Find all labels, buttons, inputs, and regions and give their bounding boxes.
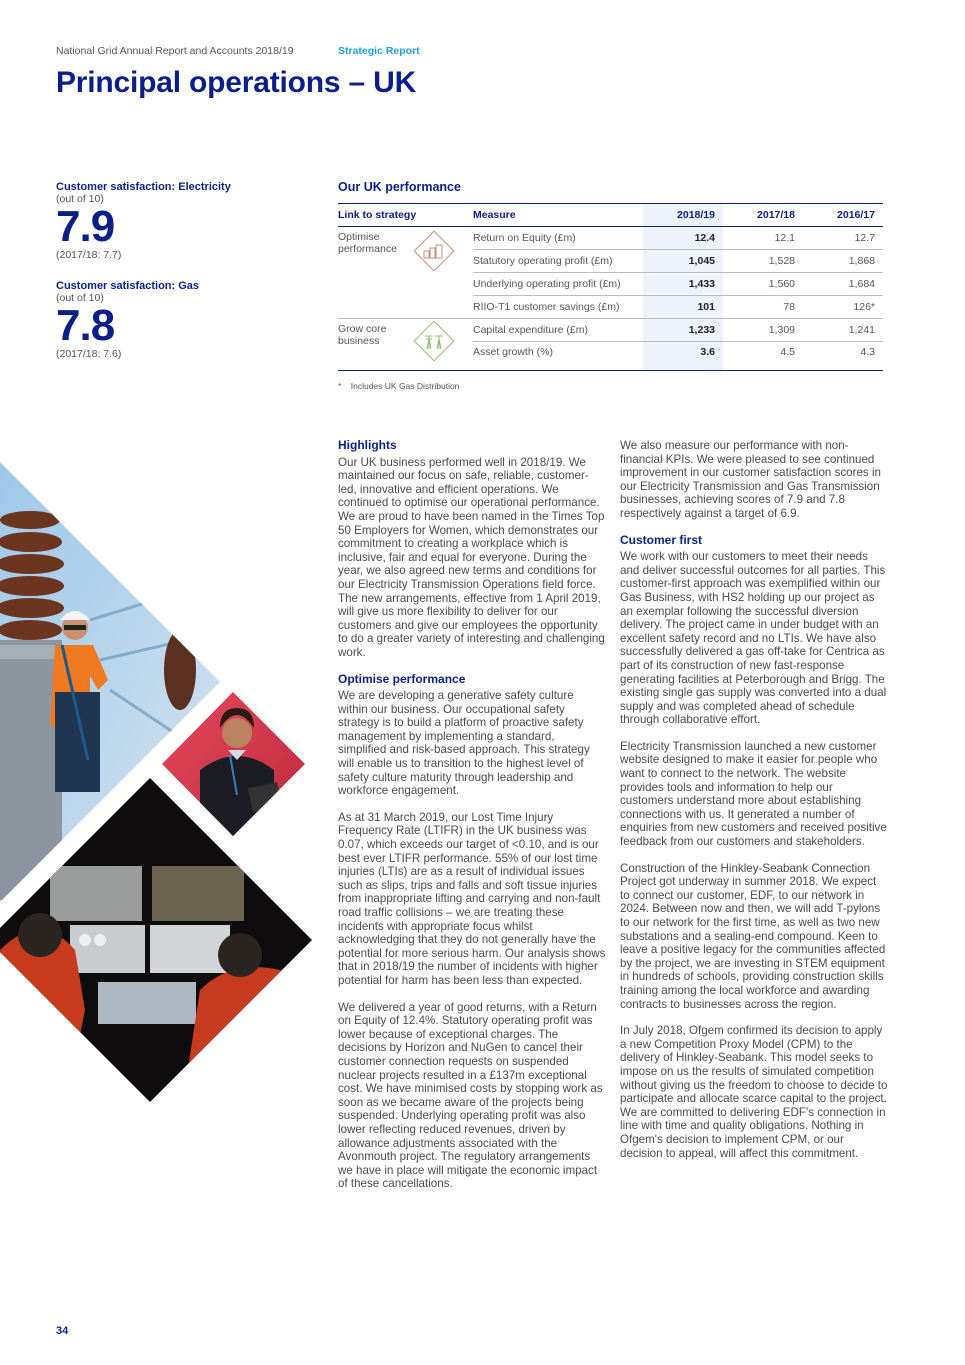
heading-highlights: Highlights: [338, 438, 397, 452]
value-2017-18: 1,560: [723, 273, 803, 296]
measure-cell: Statutory operating profit (£m): [473, 250, 643, 273]
table-row: [338, 227, 883, 250]
col-header: 2017/18: [723, 204, 803, 227]
value-2016-17: 1,684: [803, 273, 883, 296]
kpi-label: Customer satisfaction: Gas: [56, 280, 200, 292]
table-row: [338, 319, 883, 342]
paragraph: We delivered a year of good returns, with a Return on Equity of 12.4%. Statutory operating profit was lower because of exceptional charges. The decisions by Horizon and NuGen to cancel their customer connection requests on suspended nuclear projects resulted in a £137m exceptional cost. We have minimised costs by stopping work as soon as we became aware of the projects being suspended. Underlying operating profit was also lower reflecting reduced revenues, driven by allowance adjustments associated with the Avonmouth project. The regulatory arrangements we have in place will mitigate the economic impact of these cancellations.: [338, 1000, 603, 1191]
value-2017-18: 1,309: [723, 319, 803, 342]
kpi-electricity: [56, 181, 231, 261]
col-header: Measure: [473, 204, 643, 227]
strategy-cell: [338, 319, 473, 371]
body-column-right: [620, 439, 888, 1173]
value-2016-17: 1,868: [803, 250, 883, 273]
page-number: 34: [56, 1325, 69, 1337]
paragraph: We also measure our performance with non-financial KPIs. We were pleased to see continued improvement in our customer satisfaction scores in our Electricity Transmission and Gas Transmission businesses, achieving scores of 7.9 and 7.8 respectively against a target of 6.9.: [620, 439, 881, 520]
table-header-row: [338, 204, 883, 227]
value-2017-18: 12.1: [723, 227, 803, 250]
value-2018-19: 1,233: [643, 319, 723, 342]
value-2016-17: 1,241: [803, 319, 883, 342]
strategy-label: Optimise performance: [338, 231, 397, 255]
kpi-scale: (out of 10): [56, 193, 104, 205]
measure-cell: Asset growth (%): [473, 342, 643, 371]
page-title: Principal operations – UK: [56, 66, 417, 99]
body-column-left: [338, 439, 606, 1204]
section-tag[interactable]: Strategic Report: [338, 45, 420, 57]
paragraph: Electricity Transmission launched a new customer website designed to make it easier for people who want to connect to the network. The website provides tools and information to help our customers understand more about establishing connections with us. It generated a number of enquiries from new customers and received positive feedback from our customers and stakeholders.: [620, 739, 887, 849]
value-2018-19: 3.6: [643, 342, 723, 371]
kpi-label: Customer satisfaction: Electricity: [56, 181, 231, 193]
col-header: Link to strategy: [338, 204, 473, 227]
heading-customer-first: Customer first: [620, 532, 703, 547]
value-2016-17: 126*: [803, 296, 883, 319]
measure-cell: Return on Equity (£m): [473, 227, 643, 250]
pylon-icon: [412, 319, 456, 363]
measure-cell: Capital expenditure (£m): [473, 319, 643, 342]
measure-cell: Underlying operating profit (£m): [473, 273, 643, 296]
photo-collage: [0, 430, 330, 1110]
value-2017-18: 4.5: [723, 342, 803, 371]
kpi-prior: (2017/18: 7.6): [56, 348, 122, 360]
running-head: National Grid Annual Report and Accounts 2018/19: [56, 45, 294, 57]
strategy-label: Grow core business: [338, 323, 387, 347]
heading-optimise-performance: Optimise performance: [338, 671, 466, 686]
value-2017-18: 1,528: [723, 250, 803, 273]
paragraph: In July 2018, Ofgem confirmed its decision to apply a new Competition Proxy Model (CPM) to the delivery of Hinkley-Seabank. This model seeks to impose on us the results of simulated competition without giving us the freedom to choose to decide to participate and allocate scarce capital to the project. We are committed to delivering EDF's connection in line with time and quality obligations. Nothing in Ofgem's decision to implement CPM, or our decision to appeal, will affect this commitment.: [620, 1024, 888, 1160]
kpi-prior: (2017/18: 7.7): [56, 249, 122, 261]
paragraph: We work with our customers to meet their needs and deliver successful outcomes for all parties. This customer-first approach was exemplified within our Gas Business, with HS2 holding up our project as an exemplar following the successful diversion delivery. The project came in under budget with an excellent safety record and no LTIs. We have also successfully delivered a gas off-take for Centrica as part of its construction of new fast-response generating facilities at Peterborough and Brigg. The existing single gas supply was converted into a dual supply and was completed ahead of schedule through collaborative effort.: [620, 550, 887, 727]
strategy-cell: [338, 227, 473, 319]
paragraph: Our UK business performed well in 2018/19. We maintained our focus on safe, reliable, customer-led, innovative and efficient operations. We continued to optimise our operational performance. We are proud to have been named in the Times Top 50 Employers for Women, which demonstrates our commitment to creating a workplace which is inclusive, fair and equal for everyone. During the year, we also agreed new terms and conditions for our Electricity Transmission Operations field force. The new arrangements, effective from 1 April 2019, will give us more flexibility to deliver for our customers and give our employees the opportunity to do a greater variety of interesting and challenging work.: [338, 455, 605, 659]
value-2016-17: 4.3: [803, 342, 883, 371]
performance-table: [338, 203, 883, 371]
kpi-value: 7.9: [56, 202, 115, 251]
value-2018-19: 1,433: [643, 273, 723, 296]
measure-cell: RIIO-T1 customer savings (£m): [473, 296, 643, 319]
table-footnote: * Includes UK Gas Distribution: [338, 381, 460, 391]
kpi-value: 7.8: [56, 301, 115, 350]
kpi-gas: [56, 280, 199, 360]
value-2017-18: 78: [723, 296, 803, 319]
bar-chart-icon: [412, 229, 456, 273]
paragraph: We are developing a generative safety culture within our business. Our occupational safety strategy is to build a platform of proactive safety management by implementing a standard, simplified and risk-based approach. This strategy will enable us to transition to the highest level of safety culture maturity through leadership and workforce engagement.: [338, 689, 590, 798]
col-header: 2018/19: [643, 204, 723, 227]
kpi-scale: (out of 10): [56, 292, 104, 304]
value-2018-19: 12.4: [643, 227, 723, 250]
value-2018-19: 1,045: [643, 250, 723, 273]
paragraph: As at 31 March 2019, our Lost Time Injury Frequency Rate (LTIFR) in the UK business was 0.07, which exceeds our target of <0.10, and is our best ever LTIFR performance. 55% of our lost time injuries (LTIs) are as a result of individual issues such as slips, trips and falls and soft tissue injuries from inappropriate lifting and carrying and non-fault road traffic collisions – we are treating these incidents with appropriate focus whilst acknowledging that they do not generally have the potential for more serious harm. Our analysis shows that in 2018/19 the number of incidents with higher potential for harm has been less than expected.: [338, 810, 606, 987]
col-header: 2016/17: [803, 204, 883, 227]
performance-title: Our UK performance: [338, 180, 461, 194]
value-2016-17: 12.7: [803, 227, 883, 250]
paragraph: Construction of the Hinkley-Seabank Connection Project got underway in summer 2018. We expect to connect our customer, EDF, to our network in 2024. Between now and then, we will add T-pylons to our network for the first time, as well as two new substations and a sealing-end compound. Keen to leave a positive legacy for the communities affected by the project, we are investing in STEM equipment in hundreds of schools, providing construction skills training among the local workforce and awarding contracts to businesses across the region.: [620, 861, 886, 1011]
value-2018-19: 101: [643, 296, 723, 319]
